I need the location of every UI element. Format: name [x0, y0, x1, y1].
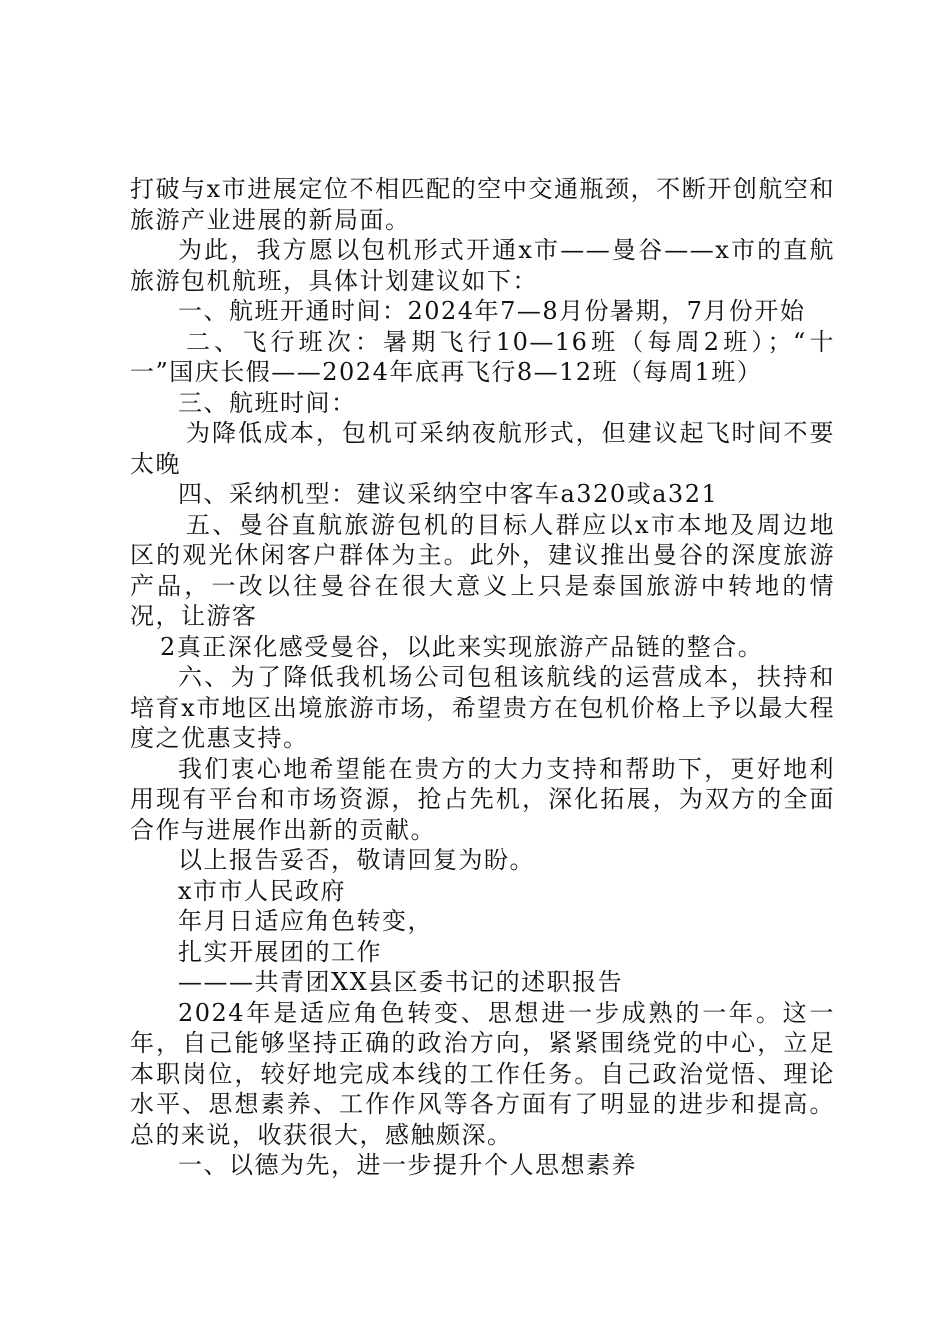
- section-heading-virtue: 一、以德为先，进一步提升个人思想素养: [178, 1151, 637, 1179]
- document-body: [130, 174, 835, 1181]
- paragraph-cooperation: 我们衷心地希望能在贵方的大力支持和帮助下，更好地利用现有平台和市场资源，抢占先机，深化拓展，为双方的全面合作与进展作出新的贡献。: [130, 754, 835, 844]
- paragraph-flight-frequency: 二、飞行班次：暑期飞行10—16班（每周2班）；“十一”国庆长假——2024年底再飞行8—12班（每周1班）: [130, 327, 835, 386]
- paragraph-annual-summary: 2024年是适应角色转变、思想进一步成熟的一年。这一年，自己能够坚持正确的政治方向，紧紧围绕党的中心，立足本职岗位，较好地完成本线的工作任务。自己政治觉悟、理论水平、思想素养、工作作风等各方面有了明显的进步和提高。总的来说，收获很大，感触颇深。: [130, 998, 835, 1149]
- title-line: 扎实开展团的工作: [178, 937, 382, 966]
- paragraph-target-group: 五、曼谷直航旅游包机的目标人群应以x市本地及周边地区的观光休闲客户群体为主。此外，建议推出曼谷的深度旅游产品，一改以往曼谷在很大意义上只是泰国旅游中转地的情况，让游客: [130, 510, 835, 630]
- paragraph-cost-support: 六、为了降低我机场公司包租该航线的运营成本，扶持和培育x市地区出境旅游市场，希望贵方在包机价格上予以最大程度之优惠支持。: [130, 663, 835, 752]
- paragraph-bottleneck: 打破与x市进展定位不相匹配的空中交通瓶颈，不断开创航空和旅游产业进展的新局面。: [130, 175, 835, 234]
- date-line-title: 年月日适应角色转变，: [178, 907, 433, 935]
- paragraph-night-flight: 为降低成本，包机可采纳夜航形式，但建议起飞时间不要太晚: [130, 419, 835, 478]
- paragraph-aircraft-type: 四、采纳机型：建议采纳空中客车a320或a321: [178, 480, 719, 508]
- paragraph-launch-time: 一、航班开通时间：2024年7—8月份暑期，7月份开始: [178, 297, 806, 325]
- paragraph-charter-proposal: 为此，我方愿以包机形式开通x市——曼谷——x市的直航旅游包机航班，具体计划建议如下：: [130, 236, 835, 295]
- paragraph-closing: 以上报告妥否，敬请回复为盼。: [178, 846, 535, 874]
- signature-government: x市市人民政府: [178, 876, 347, 905]
- paragraph-product-chain: 2真正深化感受曼谷，以此来实现旅游产品链的整合。: [160, 632, 764, 661]
- paragraph-flight-time-heading: 三、航班时间：: [178, 388, 357, 417]
- report-subtitle: ———共青团XX县区委书记的述职报告: [178, 968, 624, 996]
